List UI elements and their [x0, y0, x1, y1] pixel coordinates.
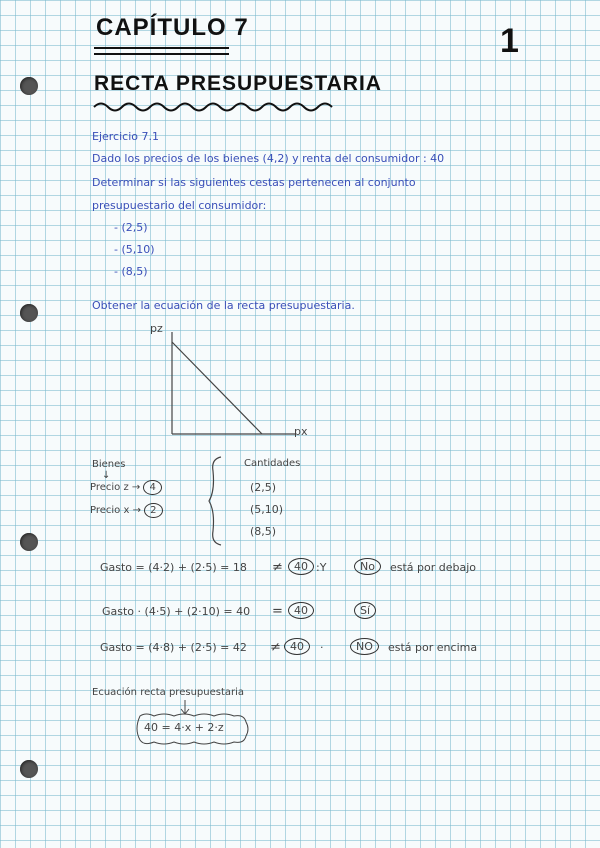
cantidades-label: Cantidades	[244, 458, 301, 469]
chapter-underline	[94, 46, 234, 58]
gasto-verdict-value: Sí	[354, 602, 376, 619]
gasto-relation: ≠	[270, 640, 281, 655]
curly-brace	[205, 455, 227, 547]
obtain-instruction: Obtener la ecuación de la recta presupuestaria.	[92, 299, 355, 312]
bienes-label: Bienes	[92, 459, 126, 470]
cantidad-item: (5,10)	[250, 503, 284, 516]
binder-hole	[20, 533, 38, 551]
gasto-verdict	[354, 602, 376, 619]
cantidad-item: (8,5)	[250, 525, 277, 538]
gasto-relation: =	[272, 604, 283, 619]
precio-z-label: Precio z →	[90, 482, 141, 493]
precio-x-value: 2	[144, 503, 162, 518]
precio-z-row	[90, 480, 162, 495]
gasto-relation: ≠	[272, 560, 283, 575]
binder-hole	[20, 304, 38, 322]
chapter-title: CAPÍTULO 7	[96, 14, 249, 41]
exercise-item: - (8,5)	[114, 265, 148, 278]
binder-hole	[20, 77, 38, 95]
gasto-note: está por debajo	[390, 561, 477, 574]
precio-z-value: 4	[143, 480, 161, 495]
gasto-verdict	[354, 558, 381, 575]
gasto-verdict-value: No	[354, 558, 381, 575]
equation-label: Ecuación recta presupuestaria	[92, 687, 245, 698]
exercise-line: presupuestario del consumidor:	[92, 199, 267, 212]
cantidad-item: (2,5)	[250, 481, 277, 494]
equation-formula: 40 = 4·x + 2·z	[144, 721, 224, 734]
budget-graph	[160, 322, 320, 442]
down-arrow: ↓	[102, 470, 111, 481]
gasto-expression: Gasto · (4·5) + (2·10) = 40	[102, 605, 251, 618]
gasto-extra: :Y	[316, 561, 327, 574]
gasto-verdict	[350, 638, 379, 655]
exercise-item: - (5,10)	[114, 243, 155, 256]
gasto-income-value: 40	[284, 638, 310, 655]
gasto-income-value: 40	[288, 602, 314, 619]
gasto-income	[284, 638, 310, 655]
exercise-line: Determinar si las siguientes cestas pertenecen al conjunto	[92, 176, 416, 189]
exercise-line: Dado los precios de los bienes (4,2) y renta del consumidor : 40	[92, 152, 445, 165]
binder-hole	[20, 760, 38, 778]
exercise-label: Ejercicio 7.1	[92, 130, 159, 143]
exercise-item: - (2,5)	[114, 221, 148, 234]
page-number: 1	[500, 22, 519, 60]
gasto-expression: Gasto = (4·8) + (2·5) = 42	[100, 641, 247, 654]
gasto-income	[288, 602, 314, 619]
topic-title: RECTA PRESUPUESTARIA	[94, 72, 382, 95]
topic-wavy-underline	[94, 100, 334, 114]
gasto-verdict-value: NO	[350, 638, 379, 655]
graph-ylabel: pz	[150, 322, 163, 335]
gasto-income	[288, 558, 314, 575]
precio-x-row	[90, 503, 163, 518]
gasto-income-value: 40	[288, 558, 314, 575]
gasto-note: está por encima	[388, 641, 478, 654]
gasto-extra: ·	[320, 641, 324, 654]
graph-xlabel: px	[294, 425, 308, 438]
gasto-expression: Gasto = (4·2) + (2·5) = 18	[100, 561, 247, 574]
precio-x-label: Precio x →	[90, 505, 141, 516]
